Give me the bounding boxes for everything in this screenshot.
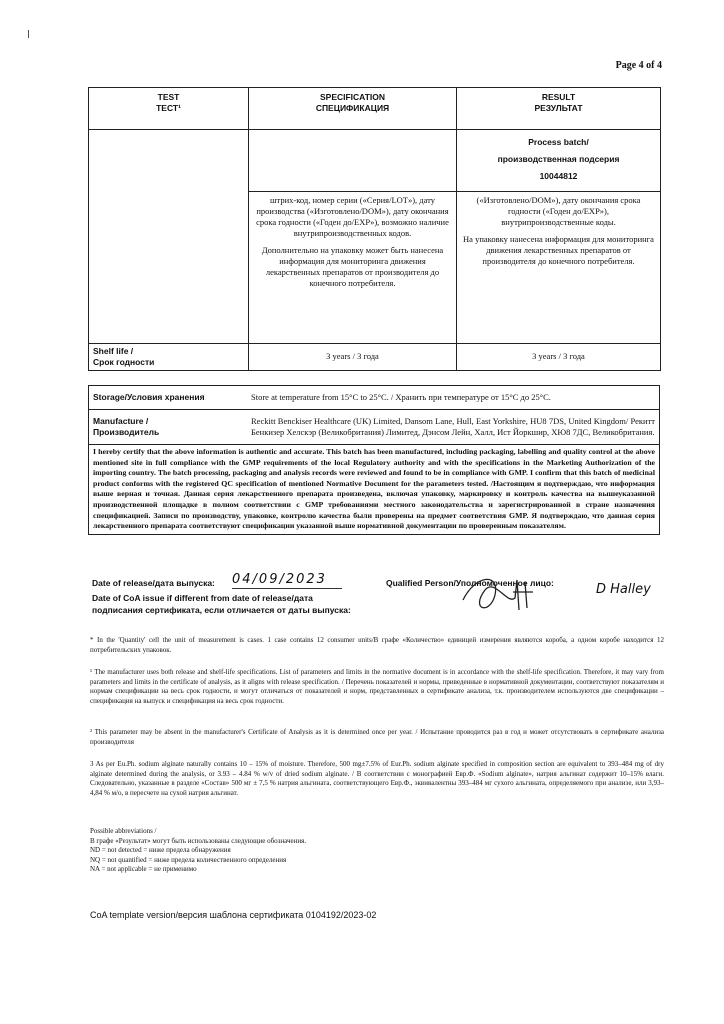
shelf-life-result: 3 years / 3 года	[457, 344, 661, 371]
footnote-3: 3 As per Eu.Ph. sodium alginate naturally contains 10 – 15% of moisture. Therefore, 500 mg±7.5% of Eur.Ph. sodium alginate specified in composition section are equivalent to 393–484 mg of dry alginate determined during the analysis, or 3.93 – 4.84 % w/v of dried sodium alginate. / В соответствии с монографией Евр.Ф. «Sodium alginate», натрия альгинат содержит 10–15% влаги. Следовательно, указанные в разделе «Состав» 500 мг ± 7,5 % натрия альгината, соответствующего Евр.Ф., эквивалентны 393–484 мг сухого альгината, определяемого при анализе, или 3,93–4,84 % м/о, в пересчете на сухой натрия альгинат.	[90, 760, 664, 797]
coa-date-label: Date of CoA issue if different from date of release/дата подписания сертификата, если отличается от даты выпуска:	[92, 593, 351, 615]
shelf-life-label: Shelf life / Срок годности	[89, 344, 249, 371]
footnote-1: ¹ The manufacturer uses both release and shelf-life specifications. List of parameters and limits in the normative document is in accordance with the shelf-life specification. Therefore, it may vary from parameters and limits in the certificate of analysis, as it aligns with release specification. / Перечень показателей и нормы, приведенные в нормативной документации, соответствуют показателям и нормам спецификации на весь срок годности, и могут отличаться от показателей и норм, представленных в сертификате анализа, т.к. производителем используются две спецификации – спецификация на выпуск и спецификация на весь срок годности.	[90, 668, 664, 705]
header-result: RESULT РЕЗУЛЬТАТ	[457, 88, 661, 130]
storage-label: Storage/Условия хранения	[93, 392, 205, 402]
header-spec: SPECIFICATION СПЕЦИФИКАЦИЯ	[249, 88, 457, 130]
spec-table	[88, 87, 661, 371]
manufacturer-row	[89, 409, 659, 444]
manufacturer-label: Manufacture / Производитель	[93, 416, 160, 437]
storage-row	[89, 386, 659, 409]
footnote-quantity: * In the 'Quantity' cell the unit of measurement is cases. 1 case contains 12 consumer units/В графе «Количество» единицей измерения являются короба, а одном коробе находится 12 потребительских упаковок.	[90, 636, 664, 654]
storage-value: Store at temperature from 15°C to 25°C. / Хранить при температуре от 15°C до 25°C.	[251, 392, 551, 402]
page-number: Page 4 of 4	[615, 60, 662, 71]
qp-label: Qualified Person/Уполномоченное лицо:	[386, 578, 554, 588]
packaging-result-cell: («Изготовлено/DOM»), дату окончания срока годности («Годен до/EXP»), внутрипроизводственные коды. На упаковку нанесена информация для мониторинга движения лекарственных препаратов от производителя до конечного потребителя.	[457, 192, 661, 344]
release-date-underline	[232, 588, 342, 589]
batch-number: 10044812	[539, 171, 578, 181]
manufacturer-value: Reckitt Benckiser Healthcare (UK) Limited, Dansom Lane, Hull, East Yorkshire, HU8 7DS, United Kingdom/ Рекитт Бенкизер Хелскэр (Великобритания) Лимитед, Дэнсом Лейн, Халл, Ист Йоркшир, ХЮ8 7ДС, Великобритания.	[251, 416, 655, 437]
certification-statement: I hereby certify that the above information is authentic and accurate. This batch has been manufactured, including packaging, labelling and quality control at the above mentioned site in full compliance with the GMP requirements of the local Regulatory authority and with the specifications in the Marketing Authorization of the importing country. The batch processing, packaging and analysis records were reviewed and found to be in compliance with GMP. I confirm that this batch of medicinal product conforms with the registered QC specification of mentioned Normative Document for the parameters tested. /Настоящим я подтверждаю, что информация выше верная и точная. Данная серия лекарственного препарата произведена, включая упаковку, маркировку и контроль качества на вышеуказанной производственной площадке в полном соответствии с GMP требованиями местного законодательства и зарегистрированной в стране назначения спецификацией. Записи по производству, упаковке, контролю качества были проверены на предмет соответствия GMP. Я подтверждаю, что данная серия лекарственного препарата соответствуют спецификации указанной выше нормативной документации по проверенным показателям.	[89, 444, 659, 534]
release-date-value: 04/09/2023	[232, 572, 327, 587]
release-date-label: Date of release/дата выпуска:	[92, 578, 215, 588]
shelf-life-spec: 3 years / 3 года	[249, 344, 457, 371]
batch-cell: Process batch/ производственная подсерия 10044812	[457, 130, 661, 192]
template-version: CoA template version/версия шаблона сертификата 0104192/2023-02	[90, 910, 377, 920]
scan-mark	[28, 30, 29, 38]
abbreviations: Possible abbreviations / В графе «Результат» могут быть использованы следующие обозначения. ND = not detected = ниже предела обнаружения NQ = not quantified = ниже предела количественного определения NA = not applicable = не применимо	[90, 827, 307, 873]
qp-name: D Halley	[596, 582, 651, 597]
footnote-2: ² This parameter may be absent in the manufacturer's Certificate of Analysis as it is determined once per year. / Испытание проводится раз в год и может отсутствовать в сертификате анализа производителя	[90, 728, 664, 746]
qp-signature	[455, 570, 575, 620]
header-test: TEST ТЕСТ¹	[89, 88, 249, 130]
storage-manufacturer-box	[88, 385, 660, 535]
packaging-spec-cell: штрих-код, номер серии («Серия/LOT»), дату производства («Изготовлено/DOM»), дату окончания срока годности («Годен до/EXP»), возможно наличие внутрипроизводственных кодов. Дополнительно на упаковку может быть нанесена информация для мониторинга движения лекарственных препаратов от производителя до конечного потребителя.	[249, 192, 457, 344]
